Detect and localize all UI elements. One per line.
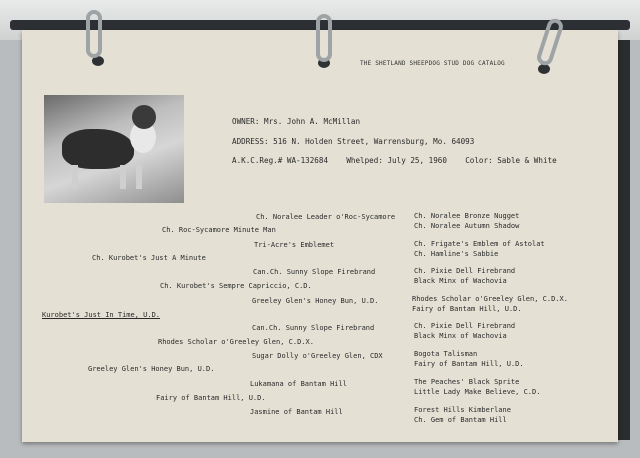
owner-value: Mrs. John A. McMillan [264,117,361,126]
subject-dog: Kurobet's Just In Time, U.D. [42,311,161,319]
gg-grandparent: Ch. Noralee Bronze Nugget [414,212,520,220]
gg-grandparent: Ch. Pixie Dell Firebrand [414,267,516,275]
owner-line [232,118,360,126]
great-grandparent: Jasmine of Bantam Hill [250,408,343,416]
color-label: Color: [465,156,493,165]
gg-grandparent: Black Minx of Wachovia [414,332,507,340]
gg-grandparent: Fairy of Bantam Hill, U.D. [412,305,522,313]
address-label: ADDRESS: [232,137,269,146]
gg-grandparent: Ch. Hamline's Sabbie [414,250,499,258]
dog-photo [44,95,184,203]
dog-leg [136,165,142,189]
address-value: 516 N. Holden Street, Warrensburg, Mo. 64093 [273,137,475,146]
gg-grandparent: Bogota Talisman [414,350,478,358]
owner-label: OWNER: [232,117,260,126]
great-grandparent: Greeley Glen's Honey Bun, U.D. [252,297,379,305]
grandparent: Ch. Roc-Sycamore Minute Man [162,226,276,234]
binder-ring [316,14,332,62]
color-value: Sable & White [497,156,557,165]
gg-grandparent: The Peaches' Black Sprite [414,378,520,386]
dam: Greeley Glen's Honey Bun, U.D. [88,365,215,373]
great-grandparent: Sugar Dolly o'Greeley Glen, CDX [252,352,383,360]
akc-value: WA-132684 [286,156,329,165]
gg-grandparent: Ch. Frigate's Emblem of Astolat [414,240,545,248]
address-line [232,138,474,146]
dog-body [62,129,134,169]
grandparent: Rhodes Scholar o'Greeley Glen, C.D.X. [158,338,314,346]
akc-label: A.K.C.Reg.# [232,156,283,165]
dog-leg [72,165,78,189]
gg-grandparent: Little Lady Make Believe, C.D. [414,388,541,396]
great-grandparent: Lukamana of Bantam Hill [250,380,347,388]
gg-grandparent: Forest Hills Kimberlane [414,406,511,414]
punch-hole [538,64,550,74]
sire: Ch. Kurobet's Just A Minute [92,254,206,262]
reg-line [232,157,557,165]
gg-grandparent: Black Minx of Wachovia [414,277,507,285]
binder-ring [86,10,102,58]
great-grandparent: Tri-Acre's Emblemet [254,241,335,249]
dog-leg [120,165,126,189]
catalog-header: THE SHETLAND SHEEPDOG STUD DOG CATALOG [360,60,505,67]
gg-grandparent: Ch. Pixie Dell Firebrand [414,322,516,330]
great-grandparent: Can.Ch. Sunny Slope Firebrand [252,324,375,332]
gg-grandparent: Ch. Noralee Autumn Shadow [414,222,520,230]
dog-head [132,105,156,129]
gg-grandparent: Fairy of Bantam Hill, U.D. [414,360,524,368]
grandparent: Ch. Kurobet's Sempre Capriccio, C.D. [160,282,312,290]
whelped-value: July 25, 1960 [387,156,447,165]
grandparent: Fairy of Bantam Hill, U.D. [156,394,266,402]
great-grandparent: Ch. Noralee Leader o'Roc-Sycamore [256,213,396,221]
whelped-label: Whelped: [346,156,383,165]
great-grandparent: Can.Ch. Sunny Slope Firebrand [253,268,376,276]
gg-grandparent: Ch. Gem of Bantam Hill [414,416,507,424]
gg-grandparent: Rhodes Scholar o'Greeley Glen, C.D.X. [412,295,568,303]
